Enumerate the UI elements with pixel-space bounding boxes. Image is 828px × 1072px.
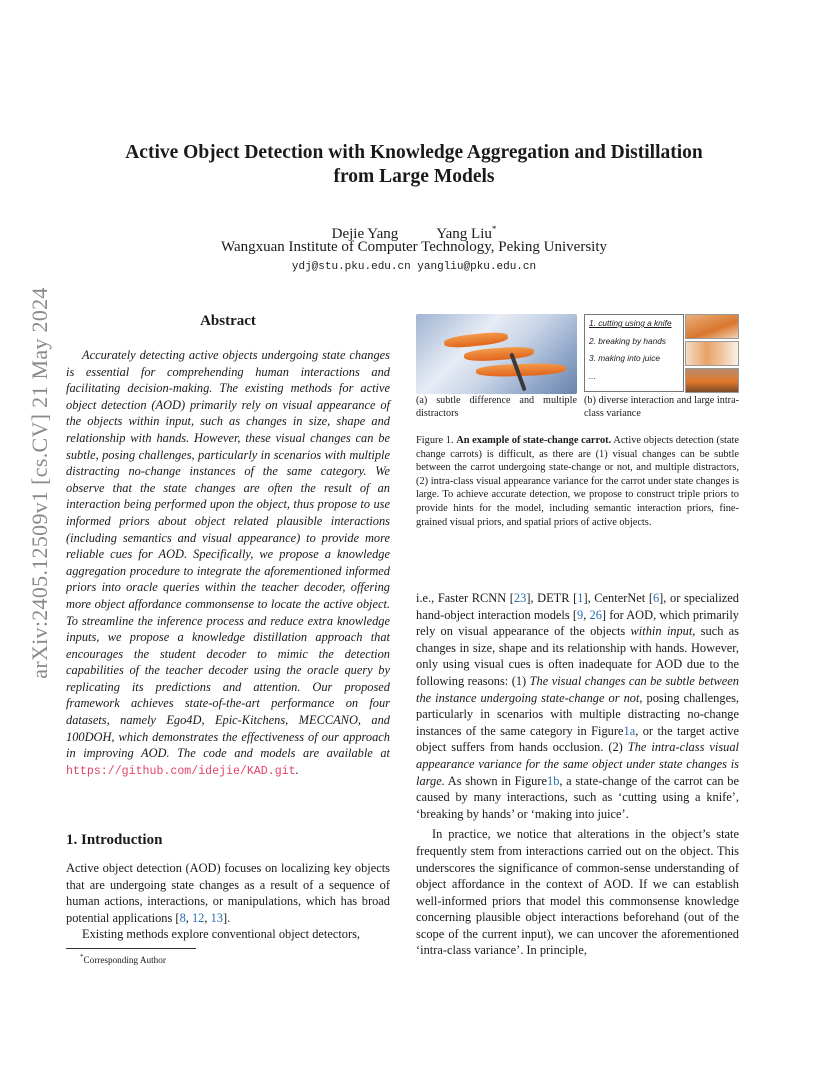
abstract-end: . xyxy=(295,762,299,777)
interaction-list-box xyxy=(584,314,684,392)
footnote: *Corresponding Author xyxy=(80,953,166,966)
author-name: Yang Liu xyxy=(436,226,492,242)
title-line-1: Active Object Detection with Knowledge Aggregation and Distillation xyxy=(125,142,703,163)
subfigure-caption-b: (b) diverse interaction and large intra-class variance xyxy=(584,395,739,419)
abstract-text: Accurately detecting active objects undergoing state changes is essential for comprehending human interactions and facilitating decision-making. The existing methods for active object detection (AOD) primarily rely on visual appearance of the objects within input, such as changes in size, shape and relationship with hands. However, these visual changes can be subtle, posing challenges, particularly in scenarios with multiple distracting no-change instances of the same category. We observe that the state changes are often the result of an interaction being performed upon the object, thus propose to use informed priors about object related plausible interactions (including semantics and visual appearance) to provide more reliable cues for AOD. Specifically, we propose a knowledge aggregation procedure to integrate the aforementioned informed priors into oracle queries within the teacher decoder, offering more object affordance commonsense to locate the active object. To streamline the inference process and reduce extra knowledge inputs, we propose a knowledge distillation approach that encourages the student decoder to mimic the detection capabilities of the teacher decoder using the oracle query by replicating its predictions and attention. Our proposed framework achieves state-of-the-art performance on four datasets, namely Ego4D, Epic-Kitchens, MECCANO, and 100DOH, which demonstrates the effectiveness of our approach in improving AOD. The code and models are available at xyxy=(66,348,390,761)
section-heading-introduction: 1. Introduction xyxy=(66,832,163,848)
figure-panel-interactions xyxy=(584,314,739,394)
right-column-body xyxy=(416,590,739,959)
paper-title xyxy=(0,141,828,189)
title-line-2: from Large Models xyxy=(333,166,495,187)
footnote-rule xyxy=(66,948,196,949)
citation-link[interactable]: 12 xyxy=(191,910,205,925)
citation-link[interactable]: 13 xyxy=(210,910,223,925)
thumbnail-juice xyxy=(685,368,739,393)
author-emails: ydj@stu.pku.edu.cn yangliu@pku.edu.cn xyxy=(291,261,537,273)
corresponding-mark: * xyxy=(491,224,497,234)
thumbnail-breaking xyxy=(685,341,739,366)
figure-ref-link[interactable]: 1a xyxy=(623,723,636,738)
citation-link[interactable]: 6 xyxy=(652,591,660,605)
author-name: Dejie Yang xyxy=(331,226,399,242)
figure-label: Figure 1. xyxy=(416,435,454,446)
interaction-item: 2. breaking by hands xyxy=(589,335,667,346)
citation-link[interactable]: 23 xyxy=(513,591,527,605)
paragraph: Active object detection (AOD) focuses on localizing key objects that are undergoing state changes as a result of a sequence of human actions, interactions, or manipulations, which has broad potential applications [8, 12, 13]. xyxy=(66,861,390,925)
carrot-shape xyxy=(464,346,535,363)
citation-link[interactable]: 1 xyxy=(577,591,584,605)
paragraph: In practice, we notice that alterations in the object’s state frequently stem from interactions carried out on the object. This underscores the significance of common-sense understanding of object affordance in the context of AOD. If we can establish well-informed priors that model this commonsense knowledge concerning plausible object interactions beforehand (out of the scope of the current input), we can uncover the aforementioned ‘intra-class variance’. In principle, xyxy=(416,827,739,958)
citation-link[interactable]: 9 xyxy=(577,607,584,622)
paragraph: i.e., Faster RCNN [23], DETR [1], CenterNet [6], or specialized hand-object interaction models [9, 26] for AOD, which primarily rely on visual appearance of the objects within input, such as changes in size, shape and its relationship with hands. However, only using visual cues is often inadequate for AOD due to the following reasons: (1) The visual changes can be subtle between the instance undergoing state-change or not, posing challenges, particularly in scenarios with multiple distracting no-change instances of the same category in Figure1a, or the target active object suffers from hands occlusion. (2) The intra-class visual appearance variance for the same object under state changes is large. As shown in Figure1b, a state-change of the carrot can be caused by many interactions, such as ‘cutting using a knife’, ‘breaking by hands’ or ‘making into juice’. xyxy=(416,591,740,821)
paragraph: Existing methods explore conventional object detectors, xyxy=(82,927,361,942)
interaction-item: 3. making into juice xyxy=(589,353,661,363)
interaction-item: 1. cutting using a knife xyxy=(589,318,672,328)
thumbnail-cutting xyxy=(685,314,739,339)
code-link[interactable]: https://github.com/idejie/KAD.git xyxy=(66,764,296,778)
affiliation: Wangxuan Institute of Computer Technology, Peking University xyxy=(220,239,607,255)
paragraph-text: Active object detection (AOD) focuses on localizing key objects that are undergoing state changes as a result of a sequence of human actions, interactions, or manipulations, which has broad potential applications [ xyxy=(66,861,390,925)
figure-image-carrots xyxy=(416,314,577,394)
introduction-body xyxy=(66,860,390,943)
footnote-text: Corresponding Author xyxy=(83,955,166,966)
citation-link[interactable]: 26 xyxy=(589,607,602,622)
abstract-body xyxy=(66,347,390,780)
interaction-item: ... xyxy=(589,370,596,381)
figure-caption-title: An example of state-change carrot. xyxy=(456,435,612,446)
figure-ref-link[interactable]: 1b xyxy=(547,773,560,788)
citation-link[interactable]: 8 xyxy=(179,910,186,925)
abstract-heading: Abstract xyxy=(200,313,256,329)
carrot-shape xyxy=(444,331,509,350)
subfigure-caption-a: (a) subtle difference and multiple distractors xyxy=(416,395,577,419)
arxiv-stamp: arXiv:2405.12509v1 [cs.CV] 21 May 2024 xyxy=(27,287,52,679)
figure-caption-text: Active objects detection (state change carrots) is difficult, as there are (1) visual changes can be subtle between the carrot undergoing state-change or not, and multiple distractors, (2) intra-class visual appearance variance for the carrot under state changes is large. To achieve accurate detection, we propose to construct triple priors to provide hints for the model, including semantic interaction priors, fine-grained visual priors, and spatial priors of active objects. xyxy=(416,435,739,528)
paragraph-text: ]. xyxy=(222,910,231,925)
figure-caption xyxy=(416,434,739,529)
